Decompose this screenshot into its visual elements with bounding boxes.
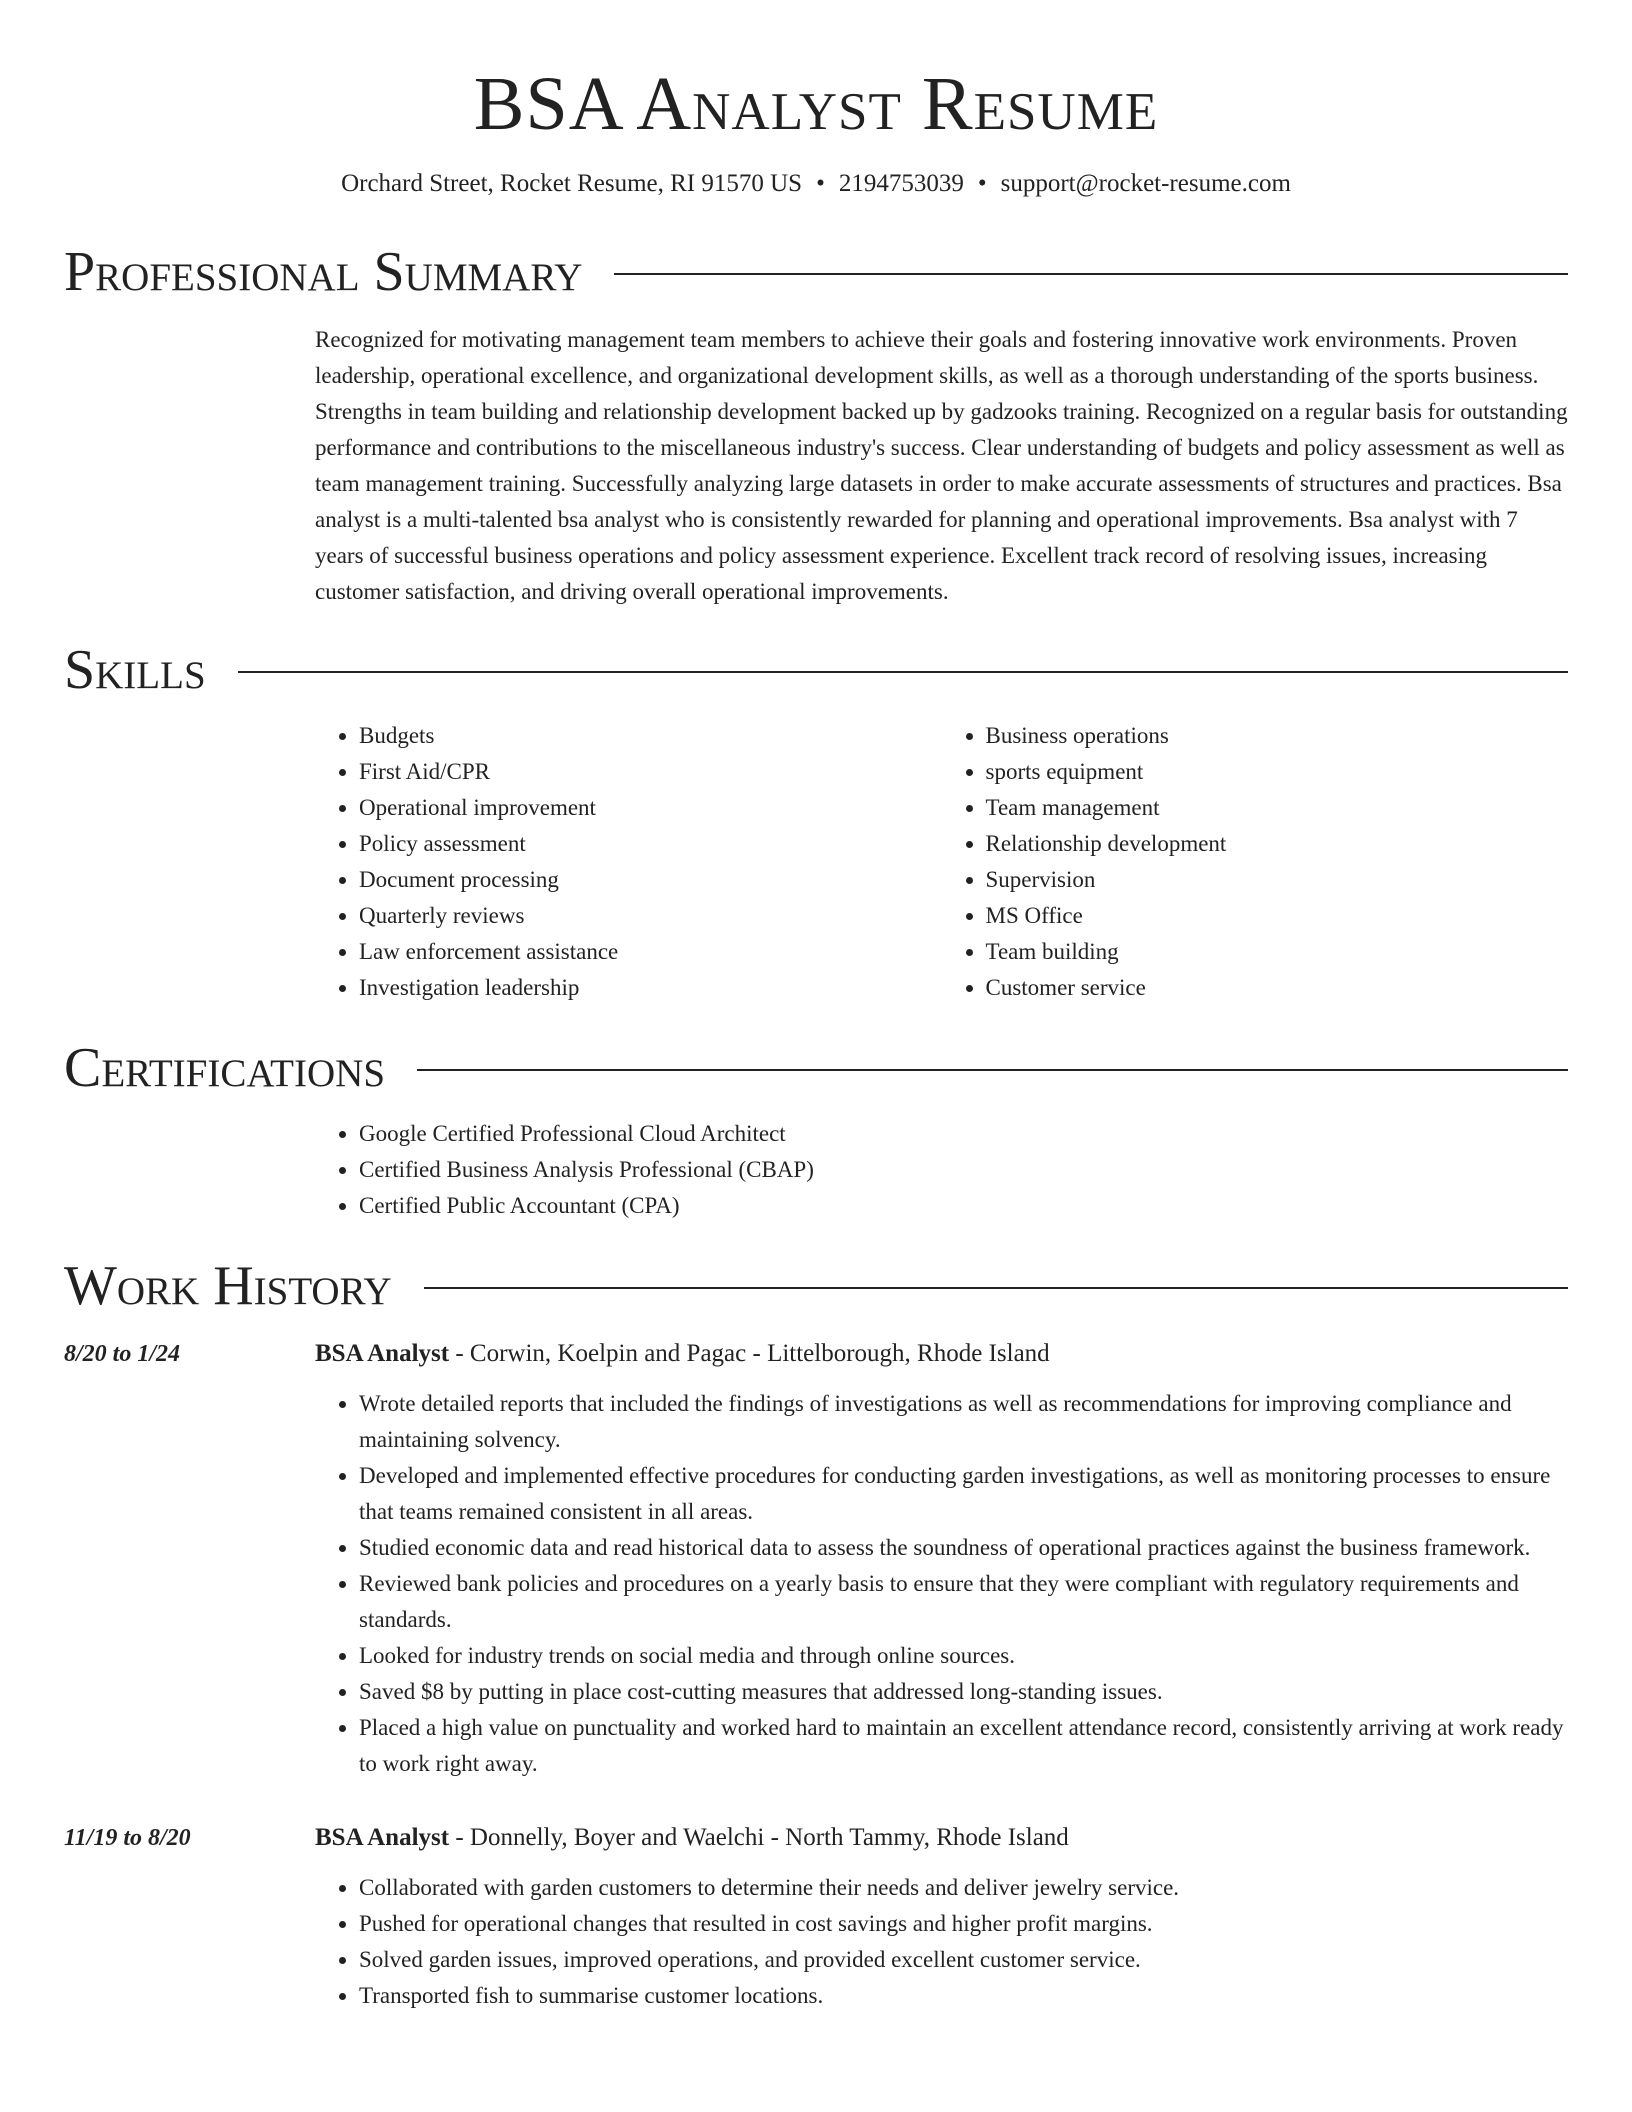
job-bullet: • Wrote detailed reports that included the findings of investigations as well as recommendations for improving compliance and maintaining solvency. xyxy=(359,1386,1568,1458)
contact-line xyxy=(64,168,1568,200)
skill-item: • Document processing xyxy=(359,862,942,898)
section-divider xyxy=(424,1287,1568,1289)
certifications-list xyxy=(315,1116,1568,1224)
skill-item: • Budgets xyxy=(359,718,942,754)
work-history-heading: Work History xyxy=(64,1255,392,1317)
skill-item: • Business operations xyxy=(986,718,1569,754)
job-entry xyxy=(64,1820,1568,2014)
skill-item: • Team building xyxy=(986,934,1569,970)
job-bullet: • Studied economic data and read historical data to assess the soundness of operational practices against the business framework. xyxy=(359,1530,1568,1566)
email: support@rocket-resume.com xyxy=(1000,170,1291,197)
job-header xyxy=(315,1820,1568,1856)
resume-title: BSA Analyst Resume xyxy=(473,62,1159,146)
skill-item: • Customer service xyxy=(986,970,1569,1006)
summary-text: Recognized for motivating management team members to achieve their goals and fostering innovative work environments. Proven leadership, operational excellence, and organizational development skills, as well as a thorough understanding of the sports business. Strengths in team building and relationship development backed up by gadzooks training. Recognized on a regular basis for outstanding performance and contributions to the miscellaneous industry's success. Clear understanding of budgets and policy assessment as well as team management training. Successfully analyzing large datasets in order to make accurate assessments of structures and practices. Bsa analyst is a multi-talented bsa analyst who is consistently rewarded for planning and operational improvements. Bsa analyst with 7 years of successful business operations and policy assessment experience. Excellent track record of resolving issues, increasing customer satisfaction, and driving overall operational improvements. xyxy=(315,327,1568,604)
section-divider xyxy=(614,273,1568,275)
address: Orchard Street, Rocket Resume, RI 91570 US xyxy=(341,170,803,197)
separator: • xyxy=(977,170,987,197)
job-dates: 11/19 to 8/20 xyxy=(64,1825,191,1851)
job-company-location: - Donnelly, Boyer and Waelchi - North Tammy, Rhode Island xyxy=(449,1824,1069,1851)
section-divider xyxy=(238,671,1568,673)
skills-heading: Skills xyxy=(64,639,206,701)
job-entry xyxy=(64,1336,1568,1782)
skill-item: • Operational improvement xyxy=(359,790,942,826)
work-history-section-header xyxy=(64,1254,1568,1318)
job-bullet: • Collaborated with garden customers to determine their needs and deliver jewelry service. xyxy=(359,1870,1568,1906)
summary-section-header xyxy=(64,240,1568,304)
skill-item: • Law enforcement assistance xyxy=(359,934,942,970)
summary-heading: Professional Summary xyxy=(64,241,583,303)
job-title: BSA Analyst xyxy=(315,1340,450,1367)
certification-item: • Google Certified Professional Cloud Architect xyxy=(359,1116,1568,1152)
certification-item: • Certified Public Accountant (CPA) xyxy=(359,1188,1568,1224)
certifications-heading: Certifications xyxy=(64,1037,386,1099)
job-bullet: • Solved garden issues, improved operations, and provided excellent customer service. xyxy=(359,1942,1568,1978)
skill-item: • Supervision xyxy=(986,862,1569,898)
skill-item: • First Aid/CPR xyxy=(359,754,942,790)
job-bullet: • Saved $8 by putting in place cost-cutting measures that addressed long-standing issues. xyxy=(359,1674,1568,1710)
job-company-location: - Corwin, Koelpin and Pagac - Littelborough, Rhode Island xyxy=(449,1340,1050,1367)
job-title: BSA Analyst xyxy=(315,1824,450,1851)
skills-list-right xyxy=(942,718,1569,1006)
certifications-list-wrap xyxy=(315,1116,1568,1224)
job-bullet: • Looked for industry trends on social media and through online sources. xyxy=(359,1638,1568,1674)
job-bullet: • Reviewed bank policies and procedures on a yearly basis to ensure that they were compliant with regulatory requirements and standards. xyxy=(359,1566,1568,1638)
job-bullets xyxy=(315,1870,1568,2014)
skill-item: • MS Office xyxy=(986,898,1569,934)
skills-columns xyxy=(315,718,1568,1006)
skill-item: • Relationship development xyxy=(986,826,1569,862)
job-bullet: • Transported fish to summarise customer locations. xyxy=(359,1978,1568,2014)
job-body xyxy=(315,1820,1568,2014)
job-dates: 8/20 to 1/24 xyxy=(64,1341,181,1367)
certifications-section-header xyxy=(64,1036,1568,1100)
job-bullet: • Developed and implemented effective procedures for conducting garden investigations, as well as monitoring processes to ensure that teams remained consistent in all areas. xyxy=(359,1458,1568,1530)
skills-list-left xyxy=(315,718,942,1006)
skill-item: • Quarterly reviews xyxy=(359,898,942,934)
skill-item: • Policy assessment xyxy=(359,826,942,862)
skill-item: • Investigation leadership xyxy=(359,970,942,1006)
job-bullet: • Pushed for operational changes that resulted in cost savings and higher profit margins. xyxy=(359,1906,1568,1942)
job-header xyxy=(315,1336,1568,1372)
job-body xyxy=(315,1336,1568,1782)
separator: • xyxy=(816,170,825,197)
skills-section-header xyxy=(64,638,1568,702)
certification-item: • Certified Business Analysis Professional (CBAP) xyxy=(359,1152,1568,1188)
phone: 2194753039 xyxy=(838,170,964,197)
skill-item: • sports equipment xyxy=(986,754,1569,790)
job-bullet: • Placed a high value on punctuality and worked hard to maintain an excellent attendance record, consistently arriving at work ready to work right away. xyxy=(359,1710,1568,1782)
skill-item: • Team management xyxy=(986,790,1569,826)
section-divider xyxy=(417,1069,1568,1071)
job-bullets xyxy=(315,1386,1568,1782)
resume-page xyxy=(64,0,1568,2014)
